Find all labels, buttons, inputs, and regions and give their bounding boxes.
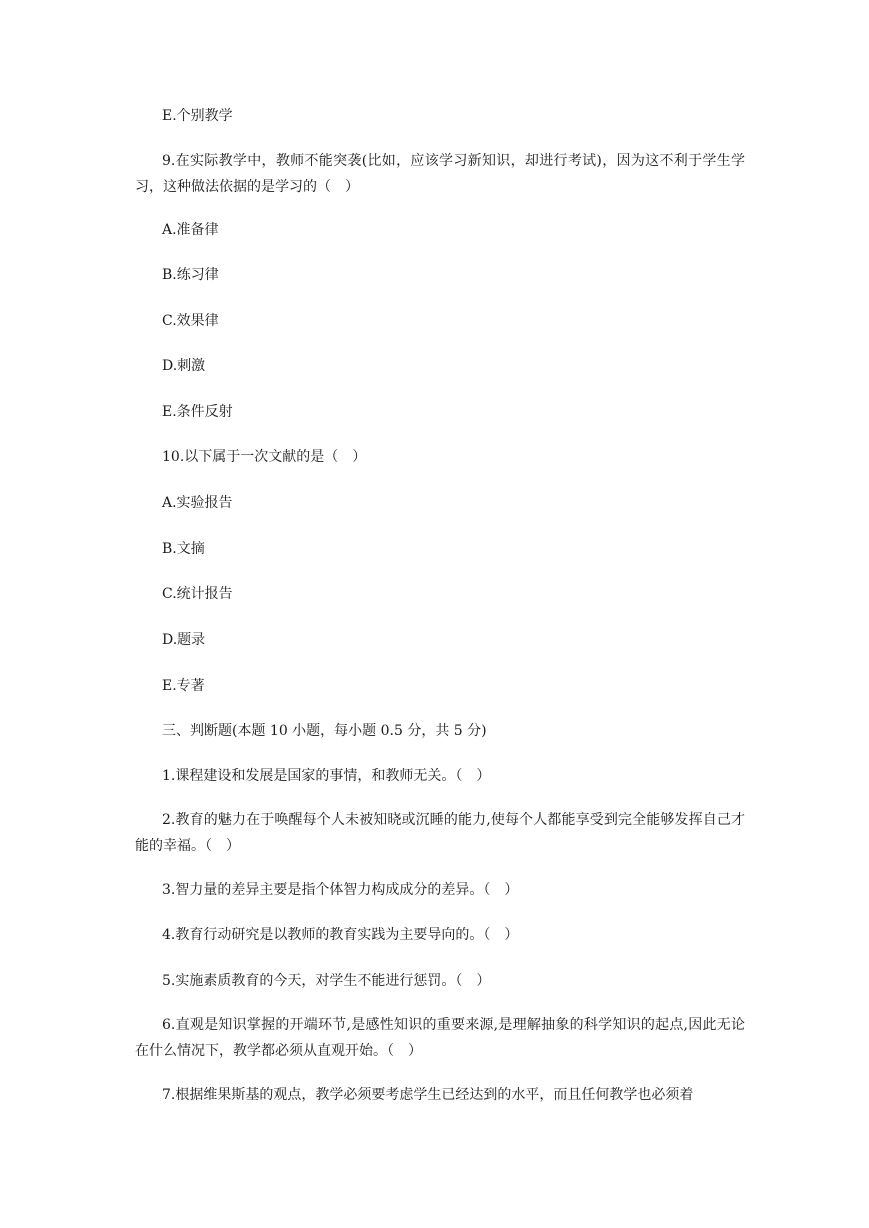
q9-stem: 9.在实际教学中，教师不能突袭(比如，应该学习新知识，却进行考试)，因为这不利于学生学习，这种做法依据的是学习的（ ） xyxy=(135,153,745,195)
q9-option-c: C.效果律 xyxy=(162,313,219,329)
q9-option-b: B.练习律 xyxy=(162,267,219,283)
q9-option-d: D.刺激 xyxy=(162,358,206,374)
tf-item-5: 5.实施素质教育的今天，对学生不能进行惩罚。（ ） xyxy=(162,973,491,989)
q9-option-a: A.准备律 xyxy=(162,222,219,238)
q10-option-d: D.题录 xyxy=(162,632,206,648)
q10-option-a: A.实验报告 xyxy=(162,495,233,511)
q10-stem: 10.以下属于一次文献的是（ ） xyxy=(162,449,367,465)
tf-item-3: 3.智力量的差异主要是指个体智力构成成分的差异。（ ） xyxy=(162,882,519,898)
tf-item-2: 2.教育的魅力在于唤醒每个人未被知晓或沉睡的能力,使每个人都能享受到完全能够发挥自己才能的幸福。（ ） xyxy=(135,812,745,854)
tf-item-4: 4.教育行动研究是以教师的教育实践为主要导向的。（ ） xyxy=(162,927,519,943)
q8-option-e: E.个别教学 xyxy=(162,108,233,124)
tf-item-6: 6.直观是知识掌握的开端环节,是感性知识的重要来源,是理解抽象的科学知识的起点,因此无论在什么情况下，教学都必须从直观开始。（ ） xyxy=(135,1017,745,1059)
section-3-title: 三、判断题(本题 10 小题，每小题 0.5 分，共 5 分) xyxy=(162,723,487,739)
q9-option-e: E.条件反射 xyxy=(162,404,233,420)
tf-item-1: 1.课程建设和发展是国家的事情，和教师无关。（ ） xyxy=(162,768,491,784)
q10-option-e: E.专著 xyxy=(162,678,205,694)
tf-item-7: 7.根据维果斯基的观点，教学必须要考虑学生已经达到的水平，而且任何教学也必须着 xyxy=(162,1087,694,1103)
q10-option-b: B.文摘 xyxy=(162,541,205,557)
q10-option-c: C.统计报告 xyxy=(162,586,233,602)
